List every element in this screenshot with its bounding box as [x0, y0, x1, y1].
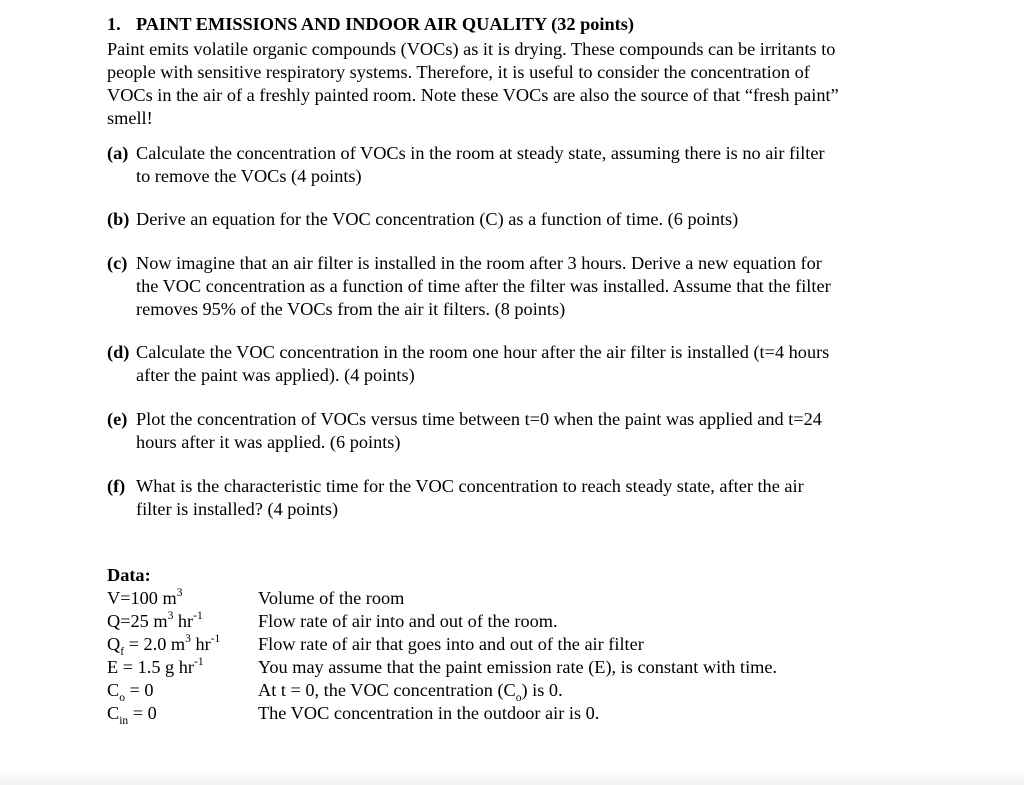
- data-description: Flow rate of air into and out of the room.: [258, 611, 558, 631]
- intro-paragraph: [107, 38, 927, 130]
- symbol-text: Q: [107, 634, 121, 654]
- data-heading: Data:: [107, 565, 151, 585]
- symbol-subscript: f: [120, 645, 125, 658]
- description-text: At t = 0, the VOC concentration (C: [258, 680, 516, 700]
- data-symbol: [107, 656, 204, 679]
- question-line: Derive an equation for the VOC concentration (C) as a function of time. (6 points): [136, 209, 739, 229]
- question-line: after the paint was applied). (4 points): [136, 365, 415, 385]
- question-label: (a): [107, 143, 129, 163]
- data-symbol: [107, 633, 220, 656]
- symbol-text: V=100 m: [107, 588, 177, 608]
- data-symbol: [107, 587, 182, 610]
- symbol-text: = 2.0 m: [124, 634, 186, 654]
- question-f: [107, 475, 927, 521]
- question-line: filter is installed? (4 points): [136, 499, 339, 519]
- question-line: the VOC concentration as a function of time after the filter was installed. Assume that the filter: [136, 276, 831, 296]
- question-b: [107, 208, 927, 231]
- question-line: hours after it was applied. (6 points): [136, 432, 401, 452]
- question-e: [107, 408, 927, 454]
- page-bottom-edge: [0, 769, 1024, 785]
- question-label: (f): [107, 476, 126, 496]
- question-label: (c): [107, 253, 128, 273]
- symbol-superscript: -1: [193, 655, 204, 668]
- question-label: (e): [107, 409, 128, 429]
- symbol-superscript: 3: [185, 632, 191, 645]
- problem-heading: [107, 13, 634, 36]
- symbol-subscript: o: [119, 691, 125, 704]
- question-line: Calculate the concentration of VOCs in the room at steady state, assuming there is no air filter: [136, 143, 825, 163]
- data-description: Volume of the room: [258, 588, 405, 608]
- symbol-text: = 0: [124, 680, 154, 700]
- symbol-superscript: 3: [176, 586, 183, 599]
- symbol-text: C: [107, 680, 120, 700]
- symbol-text: Q=25 m: [107, 611, 168, 631]
- description-text: ) is 0.: [521, 680, 563, 700]
- question-line: Now imagine that an air filter is installed in the room after 3 hours. Derive a new equation for: [136, 253, 822, 273]
- question-label: (d): [107, 342, 130, 362]
- problem-number: 1.: [107, 14, 121, 34]
- symbol-text: hr: [173, 611, 194, 631]
- intro-line: smell!: [107, 108, 153, 128]
- data-symbol: [107, 610, 203, 633]
- symbol-text: C: [107, 703, 120, 723]
- intro-line: VOCs in the air of a freshly painted room. Note these VOCs are also the source of that “fresh paint”: [107, 85, 839, 105]
- symbol-text: hr: [190, 634, 211, 654]
- symbol-superscript: -1: [210, 632, 221, 645]
- symbol-superscript: -1: [193, 609, 203, 622]
- intro-line: Paint emits volatile organic compounds (VOCs) as it is drying. These compounds can be irritants to: [107, 39, 836, 59]
- question-c: [107, 252, 927, 321]
- question-label: (b): [107, 209, 130, 229]
- data-description: The VOC concentration in the outdoor air is 0.: [258, 703, 600, 723]
- data-description: Flow rate of air that goes into and out of the air filter: [258, 634, 644, 654]
- symbol-subscript: in: [119, 714, 129, 727]
- symbol-text: = 0: [128, 703, 157, 723]
- description-subscript: o: [515, 691, 522, 704]
- question-line: removes 95% of the VOCs from the air it filters. (8 points): [136, 299, 566, 319]
- question-line: Plot the concentration of VOCs versus time between t=0 when the paint was applied and t=24: [136, 409, 822, 429]
- question-line: What is the characteristic time for the VOC concentration to reach steady state, after the air: [136, 476, 804, 496]
- question-d: [107, 341, 927, 387]
- data-description: You may assume that the paint emission rate (E), is constant with time.: [258, 657, 778, 677]
- symbol-text: E = 1.5 g hr: [107, 657, 194, 677]
- question-a: [107, 142, 927, 188]
- data-symbol: [107, 679, 154, 702]
- intro-line: people with sensitive respiratory systems. Therefore, it is useful to consider the concentration of: [107, 62, 810, 82]
- question-line: Calculate the VOC concentration in the room one hour after the air filter is installed (t=4 hours: [136, 342, 830, 362]
- question-line: to remove the VOCs (4 points): [136, 166, 362, 186]
- data-symbol: [107, 702, 157, 725]
- data-description: [258, 679, 563, 702]
- problem-title: PAINT EMISSIONS AND INDOOR AIR QUALITY (32 points): [136, 14, 634, 34]
- symbol-superscript: 3: [167, 609, 174, 622]
